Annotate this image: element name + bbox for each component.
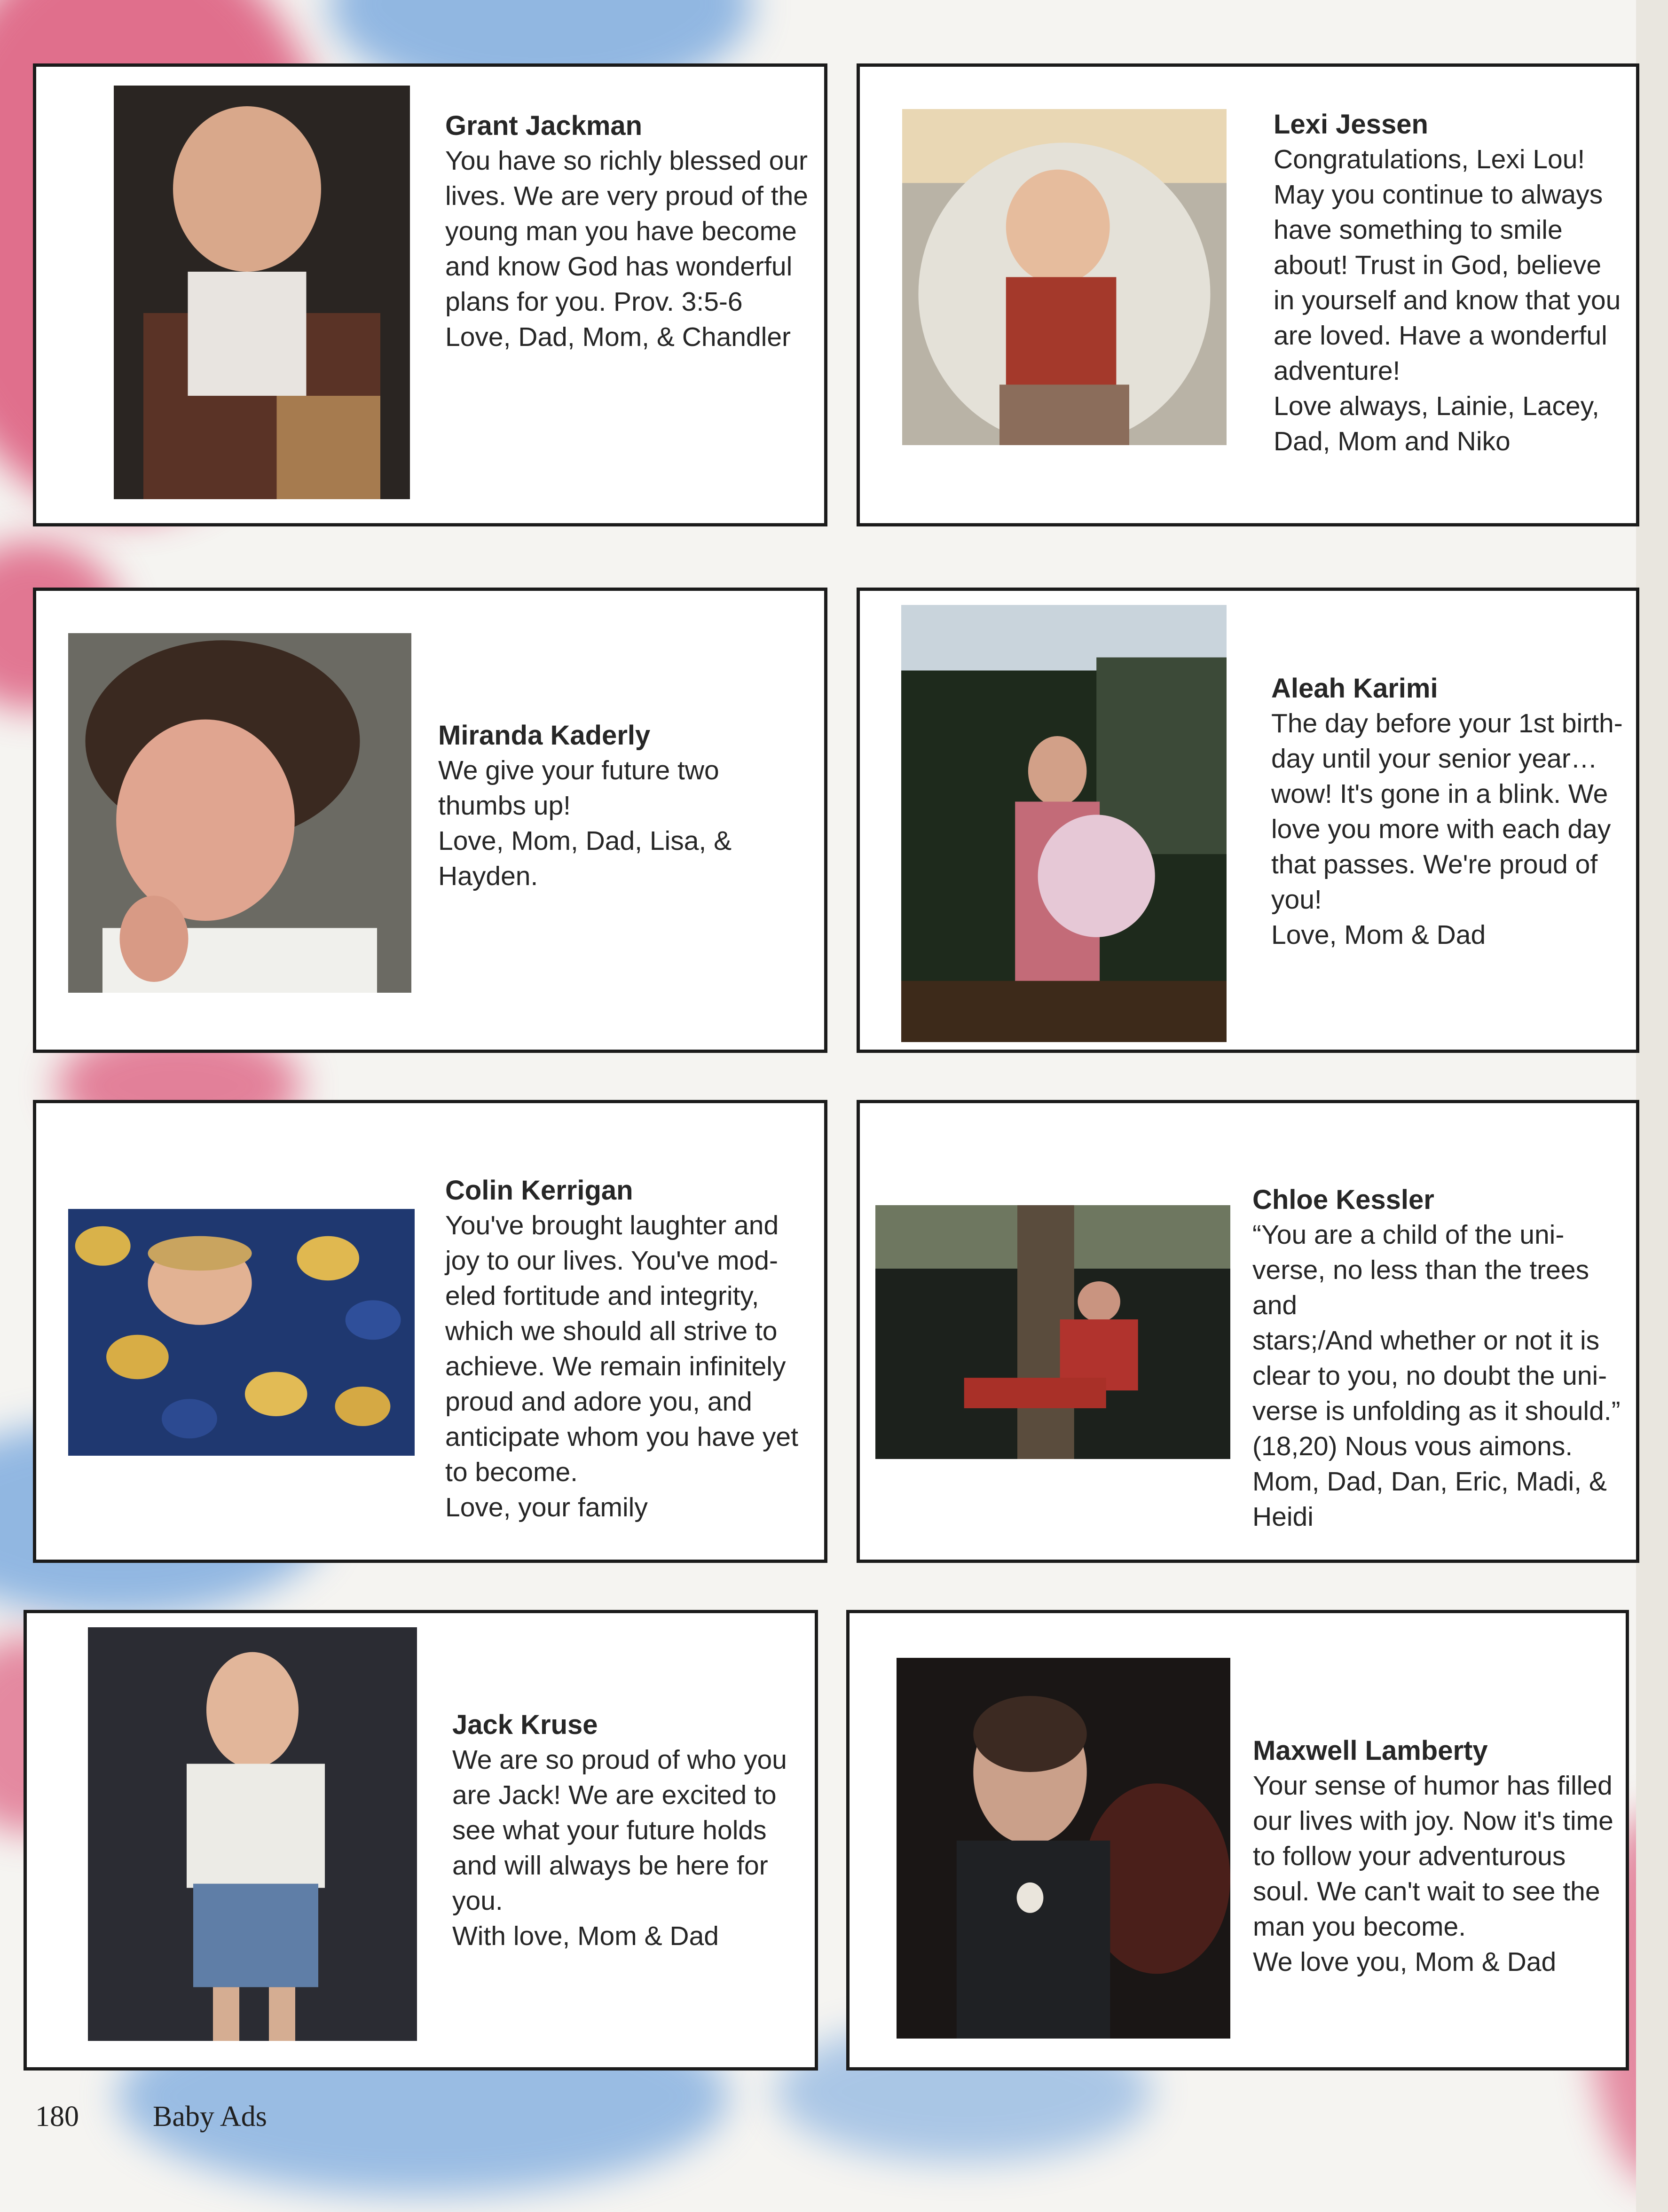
baby-photo [68, 633, 411, 993]
baby-photo [901, 605, 1227, 1042]
baby-photo [114, 86, 410, 499]
ad-message: You've brought laughter and joy to our lives. You've mod- eled fortitude and integrity, which we should all strive to achieve. We remain infinitely proud and adore you, and anticipate whom you have yet to become. Love, your family [445, 1210, 798, 1522]
ad-text [1252, 1182, 1633, 1535]
baby-ad-card [33, 588, 827, 1053]
child-name: Miranda Kaderly [438, 720, 651, 751]
baby-photo [902, 109, 1227, 445]
page-number: 180 [35, 2101, 79, 2133]
ad-text [445, 1173, 817, 1525]
child-name: Grant Jackman [445, 110, 643, 141]
child-name: Aleah Karimi [1271, 673, 1438, 704]
ad-message: Congratulations, Lexi Lou! May you continue to always have something to smile about! Trust in God, believe in yourself and know that you are loved. Have a wonderful adventure! Love always, Lainie, Lacey, Dad, Mom and Niko [1274, 144, 1621, 456]
child-name: Lexi Jessen [1274, 109, 1428, 140]
baby-ad-card [846, 1610, 1629, 2071]
ad-message: You have so richly blessed our lives. We are very proud of the young man you have become and know God has wonderful plans for you. Prov. 3:5-6 Love, Dad, Mom, & Chandler [445, 146, 808, 352]
child-name: Jack Kruse [452, 1710, 598, 1740]
page-edge [1636, 0, 1668, 2212]
child-name: Chloe Kessler [1252, 1184, 1434, 1215]
baby-ad-card [857, 588, 1639, 1053]
ad-message: “You are a child of the uni- verse, no less than the trees and stars;/And whether or not it is clear to you, no doubt the uni- verse is unfolding as it should.” (18,20) Nous vous aimons. Mom, Dad, Dan, Eric, Madi, & Heidi [1252, 1220, 1621, 1532]
ad-message: The day before your 1st birth- day until your senior year… wow! It's gone in a blink. We love you more with each day that passes. We're proud of you! Love, Mom & Dad [1271, 708, 1623, 950]
ad-message: We give your future two thumbs up! Love, Mom, Dad, Lisa, & Hayden. [438, 755, 732, 891]
baby-ad-card [33, 1100, 827, 1563]
ad-text [1253, 1733, 1629, 1980]
ad-text [1274, 107, 1636, 459]
baby-photo [88, 1627, 417, 2041]
ad-text [445, 108, 817, 355]
child-name: Colin Kerrigan [445, 1175, 633, 1206]
baby-photo [68, 1209, 415, 1456]
ad-message: We are so proud of who you are Jack! We are excited to see what your future holds and will always be here for you. With love, Mom & Dad [452, 1745, 787, 1951]
child-name: Maxwell Lamberty [1253, 1735, 1488, 1766]
ad-text [1271, 671, 1629, 953]
baby-photo [897, 1658, 1230, 2039]
baby-photo [875, 1205, 1230, 1459]
section-title: Baby Ads [153, 2101, 267, 2133]
ad-text [438, 718, 795, 894]
ad-message: Your sense of humor has filled our lives with joy. Now it's time to follow your adventurous soul. We can't wait to see the man you become. We love you, Mom & Dad [1253, 1771, 1613, 1977]
ad-text [452, 1707, 814, 1954]
baby-ad-card [33, 63, 827, 526]
baby-ad-card [857, 1100, 1639, 1563]
baby-ad-card [857, 63, 1639, 526]
baby-ad-card [24, 1610, 818, 2071]
